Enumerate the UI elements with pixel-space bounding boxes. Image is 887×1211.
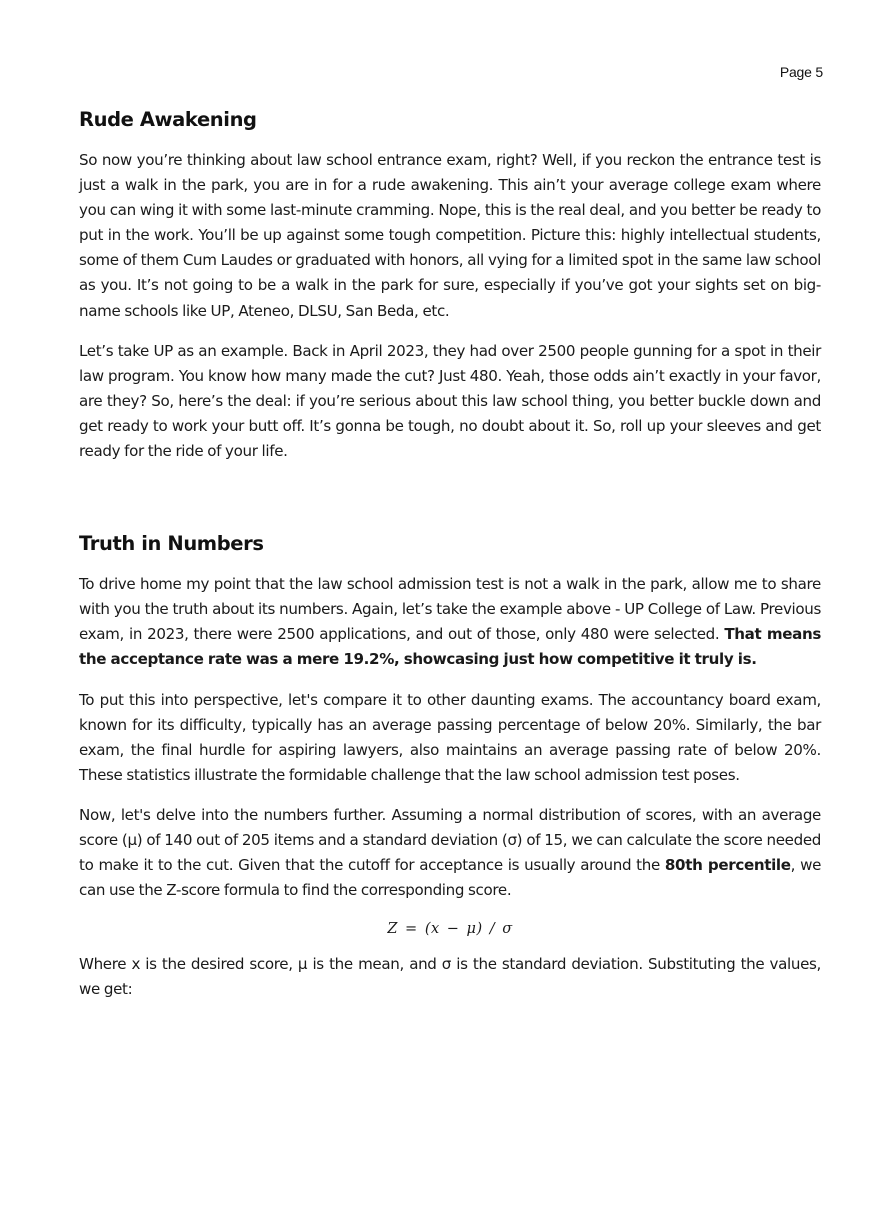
paragraph-text: Now, let's delve into the numbers further. Assuming a normal distribution of scores, with an average score (μ) of 140 out of 205 items and a standard deviation (σ) of 15, we can calculate the score needed to make it to the cut. Given that the cutoff for acceptance is usually around the — [79, 805, 821, 875]
paragraph: Let’s take UP as an example. Back in April 2023, they had over 2500 people gunning for a spot in their law program. You know how many made the cut? Just 480. Yeah, those odds ain’t exactly in your favor, are they? So, here’s the deal: if you’re serious about this law school thing, you better buckle down and get ready to work your butt off. It’s gonna be tough, no doubt about it. So, roll up your sleeves and get ready for the ride of your life. — [79, 341, 821, 461]
paragraph-text: , we can use the Z-score formula to find the corresponding score. — [79, 856, 822, 900]
paragraph — [79, 572, 821, 672]
section-heading-truth-in-numbers: Truth in Numbers — [79, 532, 264, 556]
section-spacer — [79, 479, 821, 532]
paragraph-text: To drive home my point that the law school admission test is not a walk in the park, allow me to share with you the truth about its numbers. Again, let’s take the example above - UP College of Law. Previous exam, in 2023, there were 2500 applications, and out of those, only 480 were selected. — [79, 575, 821, 644]
paragraph: Where x is the desired score, μ is the mean, and σ is the standard deviation. Substituting the values, we get: — [79, 955, 821, 999]
document-body — [79, 108, 821, 1017]
page-number: Page 5 — [779, 64, 823, 80]
paragraph: So now you’re thinking about law school entrance exam, right? Well, if you reckon the entrance test is just a walk in the park, you are in for a rude awakening. This ain’t your average college exam where you can wing it with some last-minute cramming. Nope, this is the real deal, and you better be ready to put in the work. You’ll be up against some tough competition. Picture this: highly intellectual students, some of them Cum Laudes or graduated with honors, all vying for a limited spot in the same law school as you. It’s not going to be a walk in the park for sure, especially if you’ve got your sights set on big-name schools like UP, Ateneo, DLSU, San Beda, etc. — [79, 151, 821, 320]
emphasis-text: That means the acceptance rate was a mere 19.2%, showcasing just how competitive it truly is. — [79, 625, 822, 669]
section-heading-rude-awakening: Rude Awakening — [79, 108, 257, 131]
paragraph — [79, 803, 821, 903]
z-score-formula: Z = (x − μ) / σ — [387, 921, 513, 938]
emphasis-text: 80th percentile — [664, 856, 791, 875]
paragraph: To put this into perspective, let's compare it to other daunting exams. The accountancy board exam, known for its difficulty, typically has an average passing percentage of below 20%. Similarly, the bar exam, the final hurdle for aspiring lawyers, also maintains an average passing rate of below 20%. These statistics illustrate the formidable challenge that the law school admission test poses. — [79, 690, 821, 784]
